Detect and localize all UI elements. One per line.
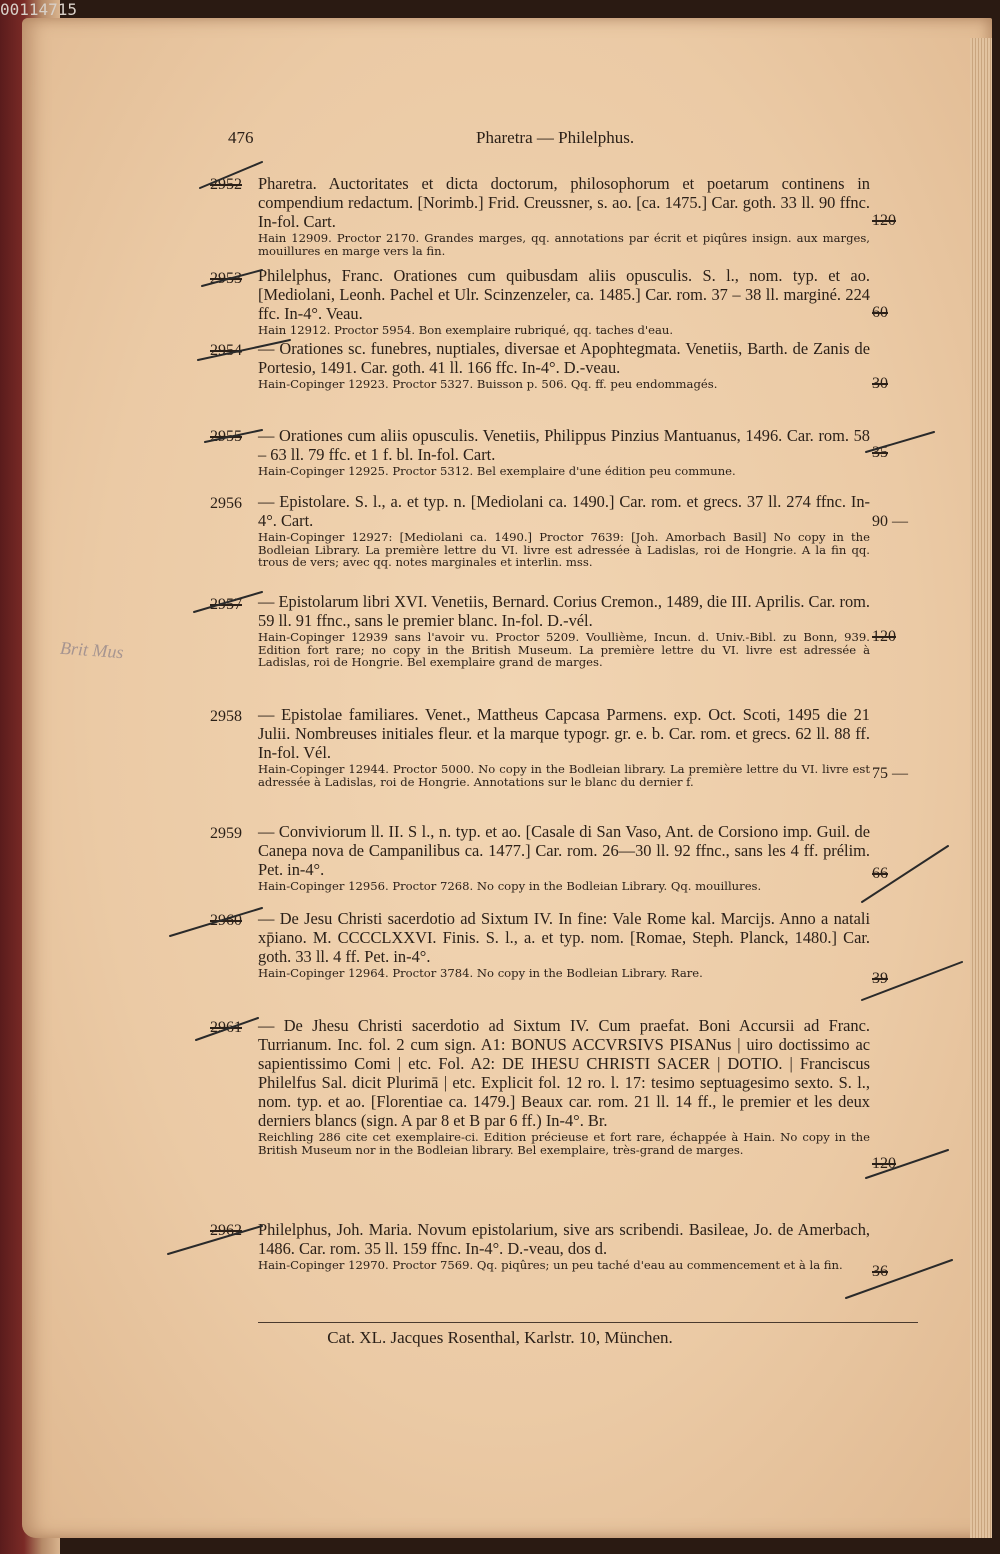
entry-price: 90 — [872,513,908,530]
entry-note: Hain-Copinger 12956. Proctor 7268. No copy in the Bodleian Library. Qq. mouillures. [258,879,762,893]
page-number: 476 [228,128,254,147]
pen-check-mark [200,162,262,188]
pencil-margin-note: Brit Mus [59,637,125,663]
entry-price: 35 [872,444,888,461]
entry-description: — Epistolarum libri XVI. Venetiis, Bernard. Corius Cremon., 1489, die III. Aprilis. Car. rom. 59 ll. 91 ffnc., sans le premier blanc. In-fol. D.-vél. [258,592,870,630]
entry-description: — Epistolare. S. l., a. et typ. n. [Mediolani ca. 1490.] Car. rom. et grecs. 37 ll. 274 ffnc. In-4°. Cart. [258,492,870,530]
entry-price: 30 [872,375,888,392]
pen-check-mark [862,962,962,1000]
entry-note: Reichling 286 cite cet exemplaire-ci. Edition précieuse et fort rare, échappée à Hain. No copy in the British Museum nor in the Bodleian library. Bel exemplaire, très-grand de marges. [258,1130,870,1157]
entry-number: 2958 [210,708,242,725]
entry-number: 2959 [210,825,242,842]
entry-description: Philelphus, Joh. Maria. Novum epistolarium, sive ars scribendi. Basileae, Jo. de Amerbach, 1486. Car. rom. 35 ll. 159 ffnc. In-4°. D.-veau, dos d. [258,1220,870,1258]
pen-check-mark [866,432,934,452]
entry-price: 36 [872,1263,888,1280]
entry-number: 2956 [210,495,242,512]
pen-check-mark [205,430,262,442]
pen-check-mark [846,1260,952,1298]
entry-description: — Orationes cum aliis opusculis. Venetiis, Philippus Pinzius Mantuanus, 1496. Car. rom. 58 – 63 ll. 79 ffc. et 1 f. bl. In-fol. Cart. [258,426,870,464]
entry-description: — De Jesu Christi sacerdotio ad Sixtum IV. In fine: Vale Rome kal. Marcijs. Anno a natali xp̄iano. M. CCCCLXXVI. Finis. S. l., a. et typ. nom. [Romae, Steph. Planck, 1480.] Car. goth. 33 ll. 4 ff. Pet. in-4°. [258,909,870,966]
pen-check-mark [170,908,262,936]
entry-number: 2953 [210,270,242,287]
pen-check-mark [196,1018,258,1040]
entry-description: — Orationes sc. funebres, nuptiales, diversae et Apophtegmata. Venetiis, Barth. de Zanis de Portesio, 1491. Car. goth. 41 ll. 166 ffc. In-4°. D.-veau. [258,339,870,377]
entry-price: 39 [872,970,888,987]
entry-note: Hain-Copinger 12923. Proctor 5327. Buisson p. 506. Qq. ff. peu endommagés. [258,377,718,391]
entry-description: — De Jhesu Christi sacerdotio ad Sixtum IV. Cum praefat. Boni Accursii ad Franc. Turrianum. Inc. fol. 2 cum sign. A1: BONUS ACCVRSIVS PISANus | uiro doctissimo ac sapientissimo Comi | etc. Fol. A2: DE IHESU CHRISTI SACER | DOTIO. | Franciscus Philelfus Sal. dicit Plurimā | etc. Explicit fol. 12 ro. l. 17: tesimo septuagesimo sexto. S. l., nom. typ. et ao. [Florentiae ca. 1479.] Beaux car. rom. 21 ll. 14 ff., le premier et les deux derniers blancs (sign. A par 8 et B par 6 ff.) In-4°. Br. [258,1016,870,1130]
running-title: Pharetra — Philelphus. [476,128,635,147]
entry-number: 2962 [210,1222,242,1239]
entry-note: Hain-Copinger 12964. Proctor 3784. No copy in the Bodleian Library. Rare. [258,966,703,980]
pen-check-mark [198,340,290,360]
entry-description: — Conviviorum ll. II. S l., n. typ. et ao. [Casale di San Vaso, Ant. de Corsiono imp. Guil. de Canepa nova de Campanilibus ca. 1477.] Car. rom. 26—30 ll. 92 ffnc., sans les 4 ff. prélim. Pet. in-4°. [258,822,870,879]
archive-label: 00114715 [0,0,78,19]
entry-note: Hain 12909. Proctor 2170. Grandes marges, qq. annotations par écrit et piqûres insign. aux marges, mouillures en marge vers la fin. [258,231,870,258]
entry-note: Hain-Copinger 12927: [Mediolani ca. 1490.] Proctor 7639: [Joh. Amorbach Basil] No copy in the Bodleian Library. La première lettre du VI. livre est adressée à Ladislas, roi de Hongrie. A la fin qq. trous de vers; avec qq. notes marginales et interlin. mss. [258,530,870,570]
entry-number: 2960 [210,912,242,929]
entry-note: Hain-Copinger 12925. Proctor 5312. Bel exemplaire d'une édition peu commune. [258,464,736,478]
entry-note: Hain 12912. Proctor 5954. Bon exemplaire rubriqué, qq. taches d'eau. [258,323,674,337]
pen-check-mark [194,592,262,612]
pen-check-mark [866,1150,948,1178]
entry-number: 2952 [210,176,242,193]
entry-description: — Epistolae familiares. Venet., Mattheus Capcasa Parmens. exp. Oct. Scoti, 1495 die 21 Julii. Nombreuses initiales fleur. et la marque typogr. gr. e. b. Car. rom. et grecs. 62 ll. 88 ff. In-fol. Vél. [258,705,870,762]
entry-price: 120 [872,1155,896,1172]
entry-note: Hain-Copinger 12944. Proctor 5000. No copy in the Bodleian library. La première lettre du VI. livre est adressée à Ladislas, roi de Hongrie. Annotations sur le blanc du dernier f. [258,762,870,789]
entry-number: 2954 [210,342,242,359]
pen-check-mark [862,846,948,902]
entry-price: 120 [872,628,896,645]
entry-note: Hain-Copinger 12970. Proctor 7569. Qq. piqûres; un peu taché d'eau au commencement et à la fin. [258,1258,843,1272]
entry-number: 2957 [210,596,242,613]
entry-note: Hain-Copinger 12939 sans l'avoir vu. Proctor 5209. Voullième, Incun. d. Univ.-Bibl. zu Bonn, 939. Edition fort rare; no copy in the British Museum. La première lettre du VI. livre est adressée à Ladislas, roi de Hongrie. Bel exemplaire grand de marges. [258,630,870,670]
page-footer: Cat. XL. Jacques Rosenthal, Karlstr. 10, München. [327,1328,673,1347]
entry-price: 60 [872,304,888,321]
entry-number: 2955 [210,428,242,445]
entry-description: Philelphus, Franc. Orationes cum quibusdam aliis opusculis. S. l., nom. typ. et ao. [Mediolani, Leonh. Pachel et Ulr. Scinzenzeler, ca. 1485.] Car. rom. 37 – 38 ll. marginé. 224 ffc. In-4°. Veau. [258,266,870,323]
entry-price: 120 [872,212,896,229]
entry-price: 66 [872,865,888,882]
entry-number: 2961 [210,1019,242,1036]
pen-check-mark [202,270,262,286]
entry-price: 75 — [872,765,908,782]
entry-description: Pharetra. Auctoritates et dicta doctorum, philosophorum et poetarum continens in compendium redactum. [Norimb.] Frid. Creussner, s. ao. [ca. 1475.] Car. goth. 33 ll. 90 ffnc. In-fol. Cart. [258,174,870,231]
pen-check-mark [168,1226,262,1254]
